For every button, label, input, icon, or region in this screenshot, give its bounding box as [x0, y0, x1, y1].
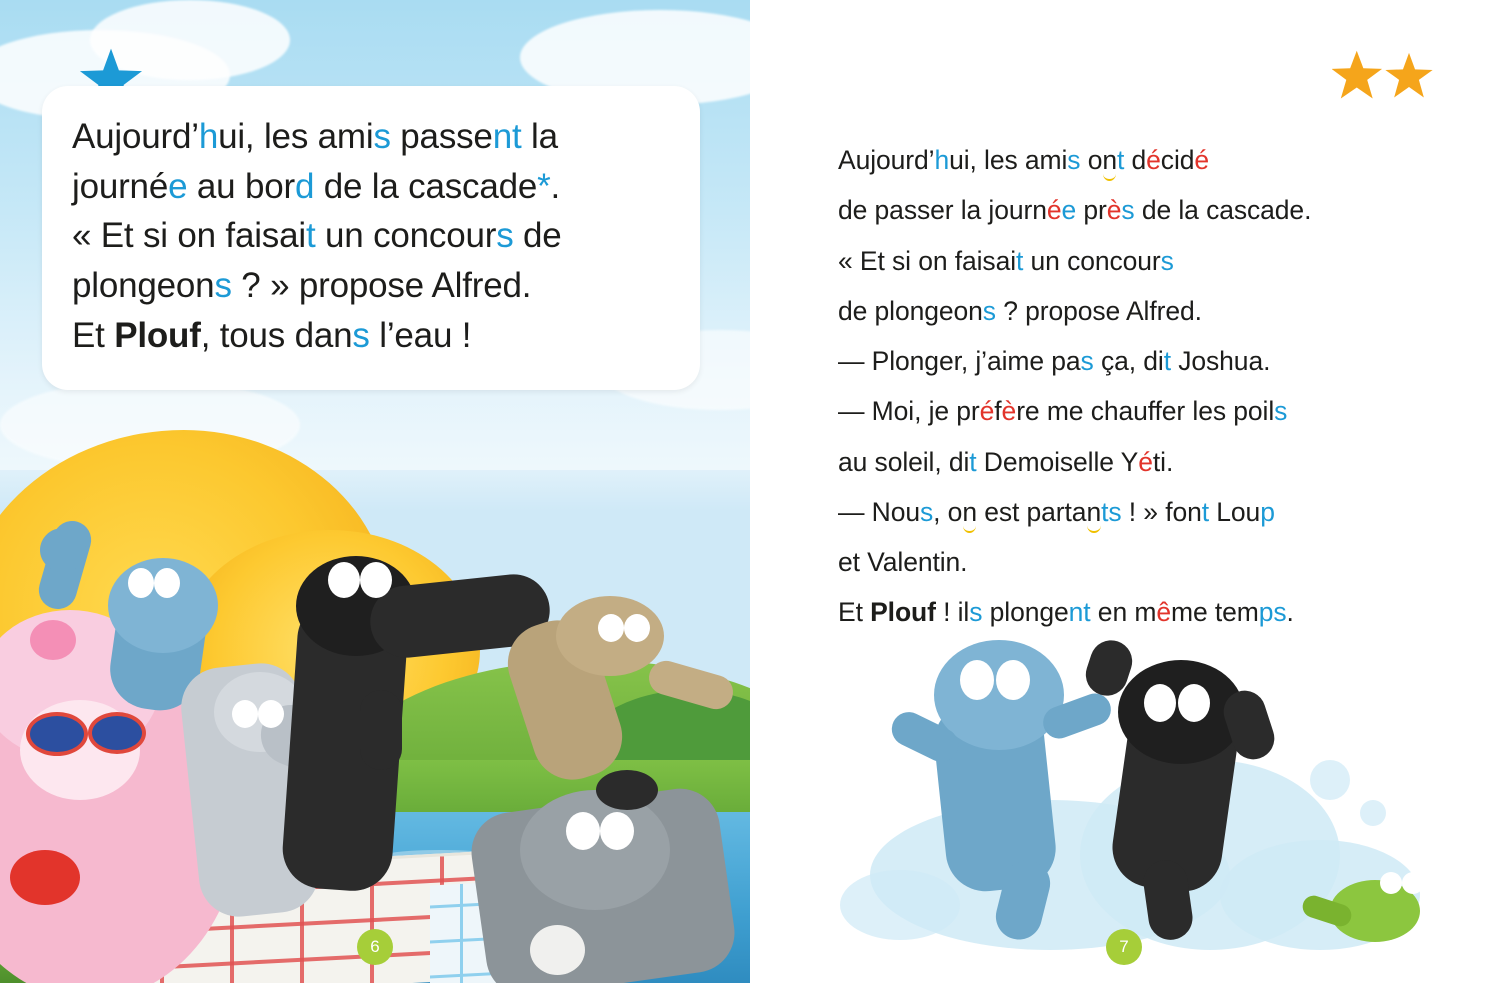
bubble-line: plongeons ? » propose Alfred. — [72, 266, 532, 306]
black-wolf-arm — [360, 690, 402, 770]
star-orange-group — [1332, 46, 1442, 106]
blue-wolf-eye — [154, 568, 180, 598]
bubble-line: journée au bord de la cascade*. — [72, 166, 561, 206]
text-line: — Moi, je préfère me chauffer les poils — [838, 396, 1288, 427]
yeti-flower — [30, 620, 76, 660]
water-droplet — [1310, 760, 1350, 800]
text-line: et Valentin. — [838, 547, 968, 578]
sunglasses-lens-left — [26, 712, 88, 756]
dark-grey-wolf-eye — [600, 812, 634, 850]
sunglasses-lens-right — [88, 712, 146, 754]
frog-eye — [1380, 872, 1402, 894]
black-wolf-eye — [1178, 684, 1210, 722]
text-line: de plongeons ? propose Alfred. — [838, 295, 1202, 326]
bubble-line: « Et si on faisait un concours de — [72, 216, 562, 256]
text-line: — Plonger, j’aime pas ça, dit Joshua. — [838, 346, 1271, 377]
page-number-left: 6 — [357, 929, 393, 965]
grey-wolf-eye — [258, 700, 284, 728]
water-droplet — [1360, 800, 1386, 826]
black-wolf-eye — [1144, 684, 1176, 722]
bubble-line: Aujourd’hui, les amis passent la — [72, 117, 558, 156]
right-page — [750, 0, 1500, 983]
text-line: — Nous, on est partants ! » font Loup — [838, 492, 1438, 532]
grey-wolf-eye — [232, 700, 258, 728]
dark-grey-wolf-eye — [566, 812, 600, 850]
frog-eye — [1402, 872, 1424, 894]
bubble-line: Et Plouf, tous dans l’eau ! — [72, 315, 472, 355]
dark-grey-wolf-ear — [596, 770, 658, 810]
blue-wolf-eye — [128, 568, 154, 598]
blue-wolf-eye — [996, 660, 1030, 700]
cup-shape — [530, 925, 585, 975]
text-line: Aujourd’hui, les amis ont décidé — [838, 140, 1438, 180]
blue-wolf-fist — [40, 528, 86, 572]
tan-wolf-eye — [598, 614, 624, 642]
black-wolf-eye — [360, 562, 392, 598]
page-number-right: 7 — [1106, 929, 1142, 965]
text-line: de passer la journée près de la cascade. — [838, 195, 1312, 226]
tan-wolf-eye — [624, 614, 650, 642]
text-line: Et Plouf ! ils plongent en même temps. — [838, 597, 1294, 628]
yeti-nails — [10, 850, 80, 905]
blue-wolf-eye — [960, 660, 994, 700]
text-line: au soleil, dit Demoiselle Yéti. — [838, 446, 1174, 477]
right-page-text — [838, 140, 1438, 643]
black-wolf-eye — [328, 562, 360, 598]
water-splash — [840, 870, 960, 940]
dark-grey-wolf-head — [520, 790, 670, 910]
text-line: « Et si on faisait un concours — [838, 245, 1174, 276]
speech-bubble — [42, 86, 700, 390]
